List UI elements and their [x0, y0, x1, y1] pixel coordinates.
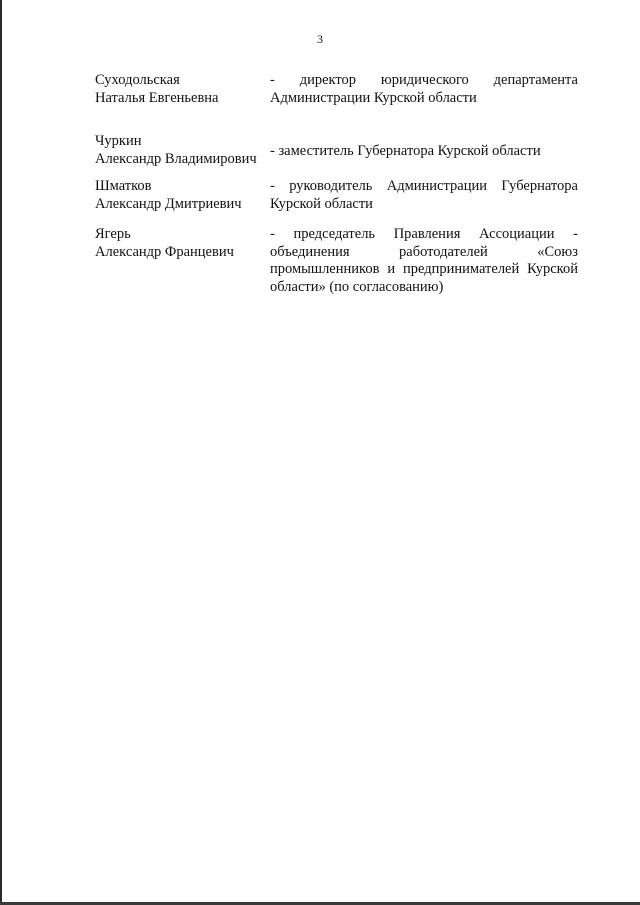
member-surname: Шматков [95, 178, 152, 194]
member-given-names: Александр Францевич [95, 243, 234, 260]
member-surname: Суходольская [95, 72, 180, 88]
scan-edge-left [0, 0, 2, 905]
member-given-names: Наталья Евгеньевна [95, 89, 219, 106]
member-position: - заместитель Губернатора Курской области [270, 143, 541, 159]
member-position: - председатель Правления Ассоциации - объединения работодателей «Союз промышленников и предпринимателей Курской области» (по согласованию) [270, 226, 578, 295]
member-surname: Ягерь [95, 226, 131, 242]
member-given-names: Александр Владимирович [95, 150, 257, 167]
member-position: - директор юридического департамента Администрации Курской области [270, 72, 578, 106]
member-name [95, 226, 270, 261]
member-position: - руководитель Администрации Губернатора Курской области [270, 178, 578, 212]
member-name [95, 133, 270, 168]
page-number: 3 [317, 32, 323, 46]
member-given-names: Александр Дмитриевич [95, 195, 242, 212]
member-name [95, 72, 270, 107]
member-surname: Чуркин [95, 133, 142, 149]
member-name [95, 178, 270, 213]
